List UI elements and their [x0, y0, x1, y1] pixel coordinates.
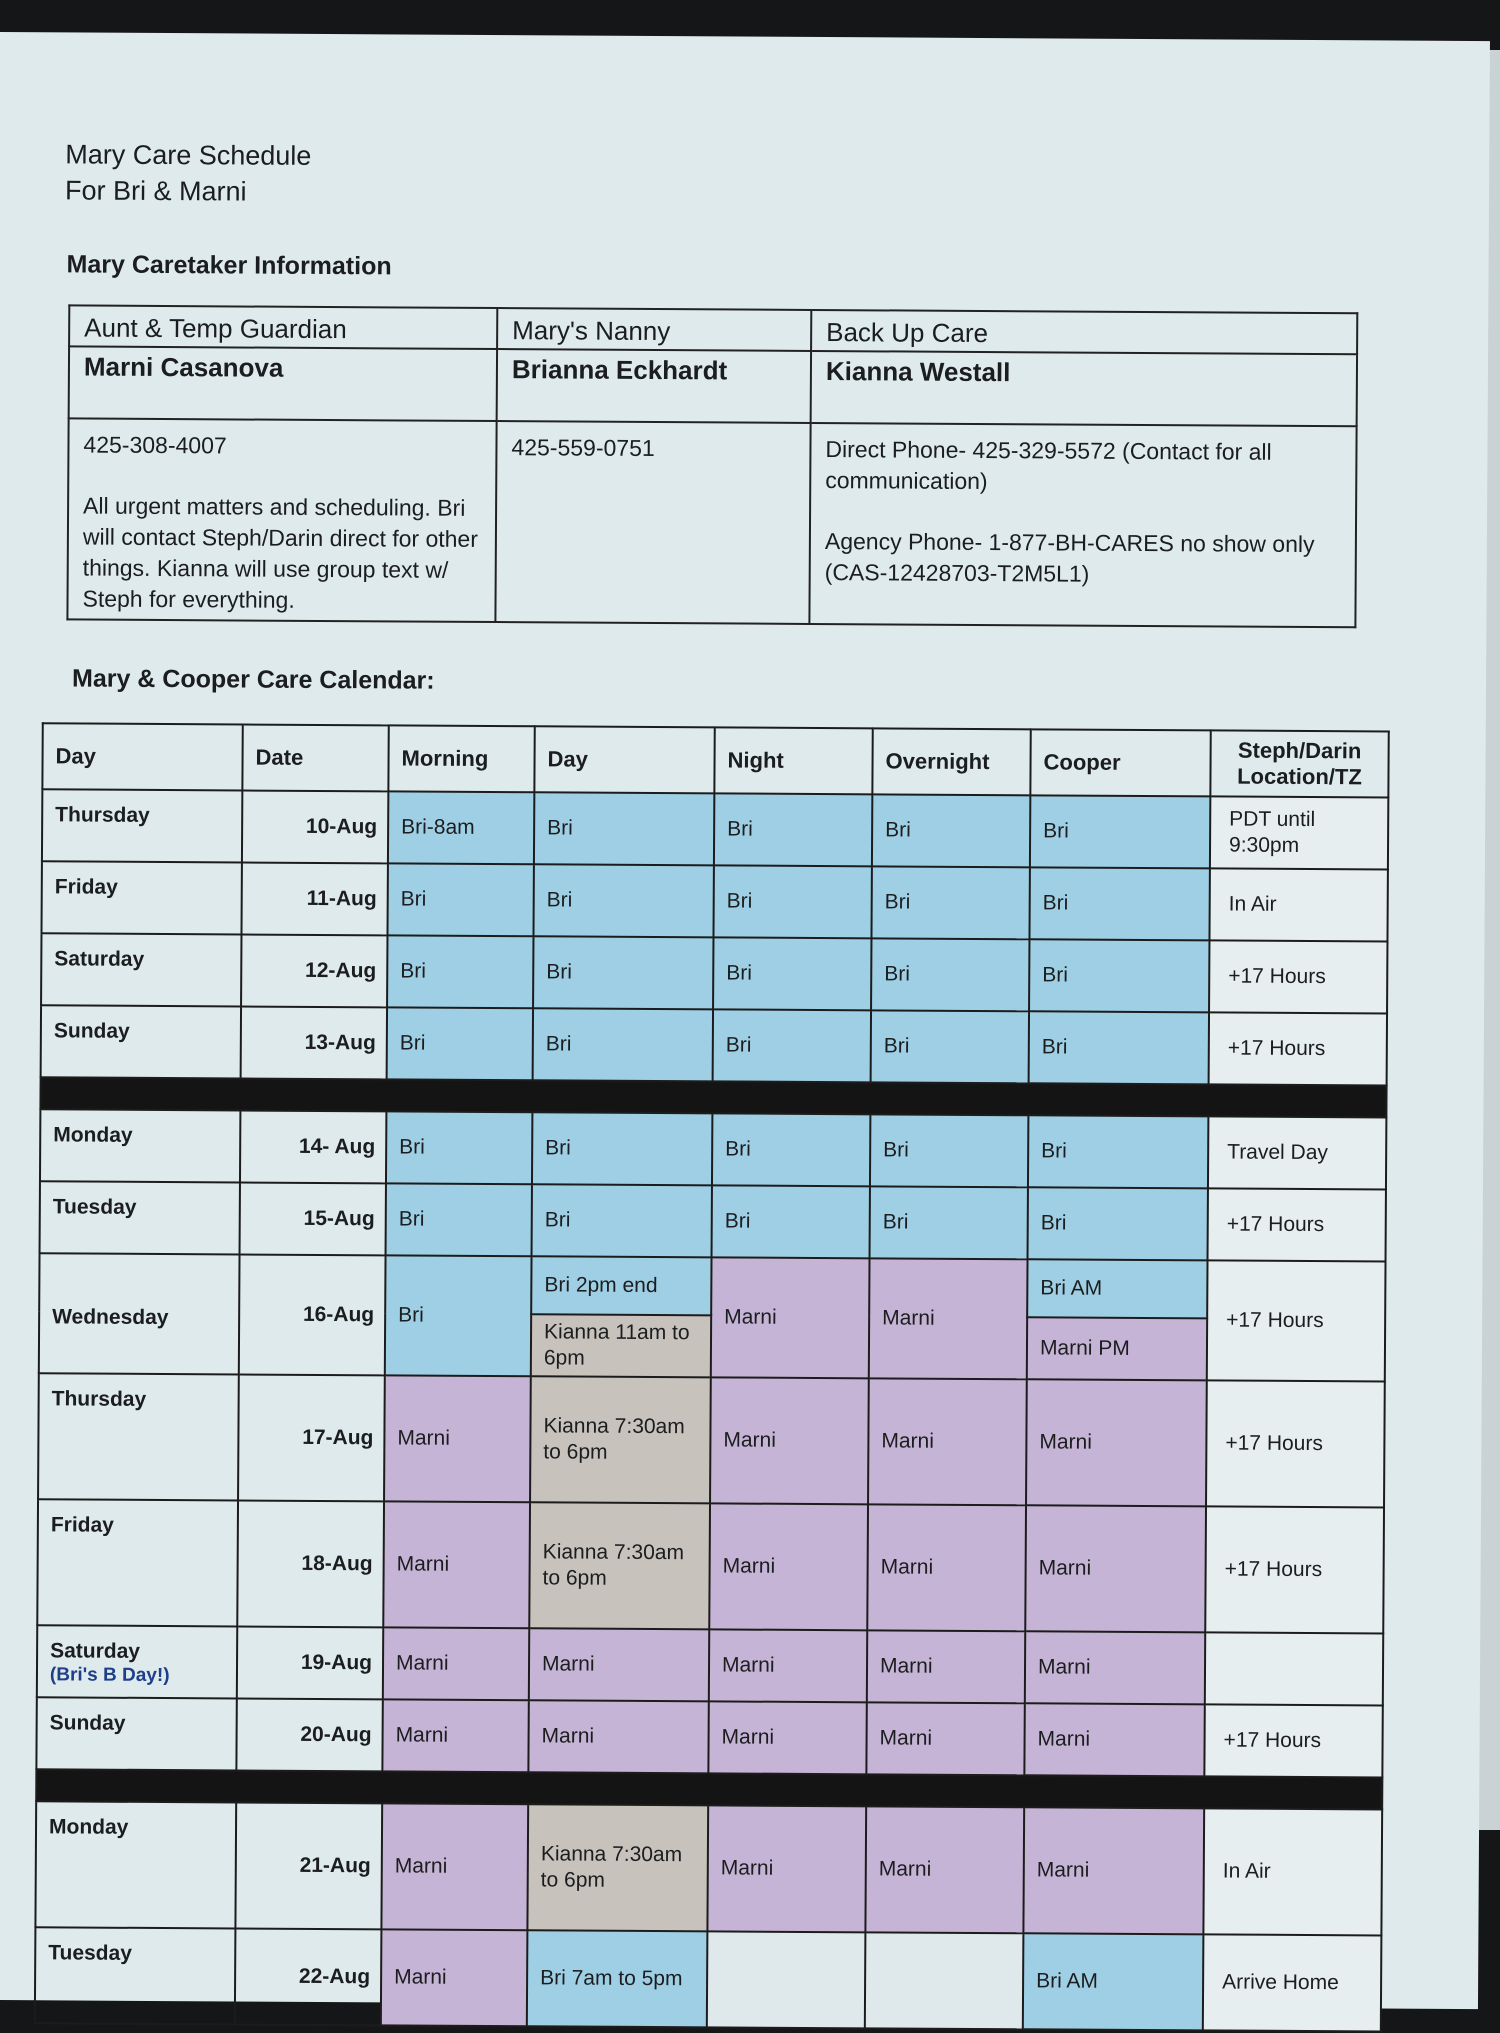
overnight-cell: Marni — [868, 1378, 1027, 1505]
night-cell: Bri — [713, 865, 871, 938]
location-cell: +17 Hours — [1205, 1506, 1384, 1633]
caretaker-note: Agency Phone- 1-877-BH-CARES no show only (CAS-12428703-T2M5L1) — [824, 528, 1315, 587]
location-cell: PDT until 9:30pm — [1210, 796, 1388, 869]
night-cell — [707, 1931, 866, 2028]
overnight-cell: Marni — [867, 1630, 1025, 1703]
location-cell: In Air — [1209, 868, 1387, 941]
overnight-cell: Marni — [867, 1504, 1026, 1631]
row-day: Monday — [40, 1109, 240, 1182]
calendar-row — [40, 1181, 1386, 1261]
row-day: Saturday — [41, 933, 241, 1006]
row-date: 16-Aug — [239, 1254, 386, 1375]
daytime-cell: Bri — [534, 792, 714, 865]
calendar-row — [39, 1253, 1385, 1319]
calendar-row — [37, 1625, 1383, 1705]
cooper-cell: Bri AM — [1027, 1259, 1207, 1318]
cooper-cell: Marni — [1025, 1631, 1205, 1704]
header-morning: Morning — [388, 725, 534, 792]
caretaker-name: Kianna Westall — [811, 351, 1357, 426]
row-day: Friday — [41, 861, 241, 934]
row-day: Thursday — [42, 789, 242, 862]
header-location: Steph/Darin Location/TZ — [1210, 730, 1388, 797]
overnight-cell: Bri — [870, 1186, 1028, 1259]
daytime-cell: Bri — [533, 936, 713, 1009]
morning-cell: Bri — [386, 1183, 532, 1256]
calendar-row — [35, 1801, 1382, 1935]
morning-cell: Marni — [383, 1627, 529, 1700]
morning-cell: Marni — [383, 1501, 530, 1628]
caretaker-phone: 425-559-0751 — [511, 434, 655, 462]
header-date: Date — [242, 724, 388, 791]
row-day: Sunday — [36, 1697, 236, 1770]
cooper-cell: Bri — [1029, 1011, 1209, 1084]
header-cooper: Cooper — [1030, 729, 1210, 796]
header-day: Day — [42, 723, 242, 790]
calendar-header-row — [42, 723, 1388, 797]
calendar-row — [40, 1109, 1386, 1189]
overnight-cell — [865, 1932, 1024, 2029]
birthday-note: (Bri's B Day!) — [49, 1664, 170, 1687]
morning-cell: Marni — [384, 1375, 531, 1502]
cooper-cell: Bri — [1030, 795, 1210, 868]
cooper-cell: Bri AM — [1023, 1933, 1204, 2030]
row-date: 22-Aug — [235, 1928, 382, 2025]
row-day: Tuesday — [40, 1181, 240, 1254]
location-cell: In Air — [1203, 1808, 1382, 1935]
daytime-cell: Kianna 7:30am to 6pm — [530, 1376, 711, 1503]
title-line-1: Mary Care Schedule — [65, 139, 312, 171]
morning-cell: Bri — [385, 1255, 532, 1376]
row-day: Sunday — [41, 1005, 241, 1078]
calendar-row — [37, 1499, 1384, 1633]
night-cell: Bri — [712, 1185, 870, 1258]
row-date: 20-Aug — [236, 1698, 382, 1771]
calendar-row — [42, 789, 1388, 869]
cooper-cell: Bri — [1029, 939, 1209, 1012]
row-date: 14- Aug — [240, 1110, 386, 1183]
location-cell: Travel Day — [1208, 1116, 1386, 1189]
paper-sheet — [0, 32, 1490, 2009]
overnight-cell: Marni — [865, 1806, 1024, 1933]
daytime-cell: Bri 2pm end — [531, 1256, 711, 1315]
caretaker-name: Marni Casanova — [69, 346, 497, 421]
caretaker-heading: Mary Caretaker Information — [66, 250, 392, 281]
cooper-cell: Marni — [1023, 1807, 1204, 1934]
morning-cell: Marni — [381, 1929, 528, 2026]
overnight-cell: Bri — [871, 938, 1029, 1011]
caretaker-phone: 425-308-4007 — [83, 431, 227, 459]
caretaker-name: Brianna Eckhardt — [497, 349, 811, 423]
location-cell: +17 Hours — [1206, 1380, 1385, 1507]
night-cell: Marni — [708, 1701, 866, 1774]
caretaker-role: Mary's Nanny — [497, 308, 811, 351]
night-cell: Marni — [707, 1805, 866, 1932]
daytime-cell: Bri — [533, 864, 713, 937]
overnight-cell: Bri — [870, 1114, 1028, 1187]
daytime-cell: Marni — [528, 1700, 708, 1773]
caretaker-detail — [67, 418, 496, 622]
row-date: 13-Aug — [241, 1006, 387, 1079]
night-cell: Bri — [713, 1009, 871, 1082]
calendar-row — [41, 1005, 1387, 1085]
morning-cell: Bri — [387, 935, 533, 1008]
daytime-cell: Kianna 11am to 6pm — [531, 1314, 711, 1377]
morning-cell: Marni — [382, 1699, 528, 1772]
night-cell: Bri — [712, 1113, 870, 1186]
overnight-cell: Bri — [872, 794, 1030, 867]
cooper-cell: Marni — [1026, 1379, 1207, 1506]
morning-cell: Marni — [381, 1803, 528, 1930]
row-day-label: Saturday — [50, 1639, 141, 1663]
night-cell: Marni — [709, 1629, 867, 1702]
caretaker-detail — [809, 423, 1356, 627]
caretaker-note: All urgent matters and scheduling. Bri will contact Steph/Darin direct for other things. Kianna will use group text w/ Steph for everything. — [82, 492, 479, 613]
calendar-row — [35, 1927, 1382, 2031]
cooper-cell: Marni — [1024, 1703, 1204, 1776]
morning-cell: Bri — [386, 1111, 532, 1184]
location-cell: +17 Hours — [1209, 940, 1387, 1013]
row-date: 10-Aug — [242, 790, 388, 863]
calendar-heading: Mary & Cooper Care Calendar: — [71, 664, 435, 695]
title-line-2: For Bri & Marni — [64, 175, 247, 207]
header-overnight: Overnight — [872, 728, 1030, 795]
daytime-cell: Kianna 7:30am to 6pm — [527, 1804, 708, 1931]
location-cell: +17 Hours — [1207, 1260, 1386, 1381]
overnight-cell: Marni — [866, 1702, 1024, 1775]
location-cell: +17 Hours — [1208, 1188, 1386, 1261]
morning-cell: Bri-8am — [388, 791, 534, 864]
caretaker-phone: Direct Phone- 425-329-5572 (Contact for all communication) — [825, 436, 1272, 495]
row-day: Friday — [37, 1499, 238, 1626]
daytime-cell: Kianna 7:30am to 6pm — [529, 1502, 710, 1629]
row-day: Monday — [35, 1801, 236, 1928]
header-night: Night — [714, 727, 872, 794]
daytime-cell: Bri — [532, 1184, 712, 1257]
row-date: 15-Aug — [240, 1182, 386, 1255]
morning-cell: Bri — [387, 863, 533, 936]
row-day: Tuesday — [35, 1927, 236, 2024]
night-cell: Bri — [713, 937, 871, 1010]
cooper-cell: Bri — [1028, 1187, 1208, 1260]
daytime-cell: Bri — [532, 1112, 712, 1185]
night-cell: Marni — [711, 1257, 870, 1378]
document-title — [65, 136, 312, 210]
daytime-cell: Bri 7am to 5pm — [527, 1930, 708, 2027]
caretaker-table — [66, 304, 1358, 628]
row-date: 11-Aug — [241, 862, 387, 935]
cooper-cell: Bri — [1029, 867, 1209, 940]
overnight-cell: Bri — [871, 1010, 1029, 1083]
calendar-row — [41, 861, 1387, 941]
calendar-row — [41, 933, 1387, 1013]
cooper-cell: Marni PM — [1027, 1317, 1207, 1380]
daytime-cell: Bri — [533, 1008, 713, 1081]
row-date: 19-Aug — [237, 1626, 383, 1699]
row-day: Thursday — [38, 1373, 239, 1500]
daytime-cell: Marni — [529, 1628, 709, 1701]
row-day — [37, 1625, 237, 1698]
care-calendar-table — [34, 722, 1390, 2032]
location-cell: Arrive Home — [1203, 1934, 1382, 2031]
calendar-row — [38, 1373, 1385, 1507]
row-date: 18-Aug — [237, 1500, 384, 1627]
caretaker-role: Aunt & Temp Guardian — [69, 305, 497, 349]
row-day: Wednesday — [39, 1253, 240, 1374]
night-cell: Marni — [710, 1377, 869, 1504]
location-cell — [1205, 1632, 1383, 1705]
calendar-row — [36, 1697, 1382, 1777]
cooper-cell: Marni — [1025, 1505, 1206, 1632]
caretaker-detail — [495, 421, 810, 624]
night-cell: Bri — [714, 793, 872, 866]
caretaker-role: Back Up Care — [811, 310, 1357, 354]
location-cell: +17 Hours — [1204, 1704, 1382, 1777]
morning-cell: Bri — [387, 1007, 533, 1080]
row-date: 17-Aug — [238, 1374, 385, 1501]
night-cell: Marni — [709, 1503, 868, 1630]
overnight-cell: Bri — [871, 866, 1029, 939]
overnight-cell: Marni — [869, 1258, 1028, 1379]
cooper-cell: Bri — [1028, 1115, 1208, 1188]
header-daytime: Day — [534, 726, 714, 793]
location-cell: +17 Hours — [1209, 1012, 1387, 1085]
row-date: 12-Aug — [241, 934, 387, 1007]
row-date: 21-Aug — [235, 1802, 382, 1929]
